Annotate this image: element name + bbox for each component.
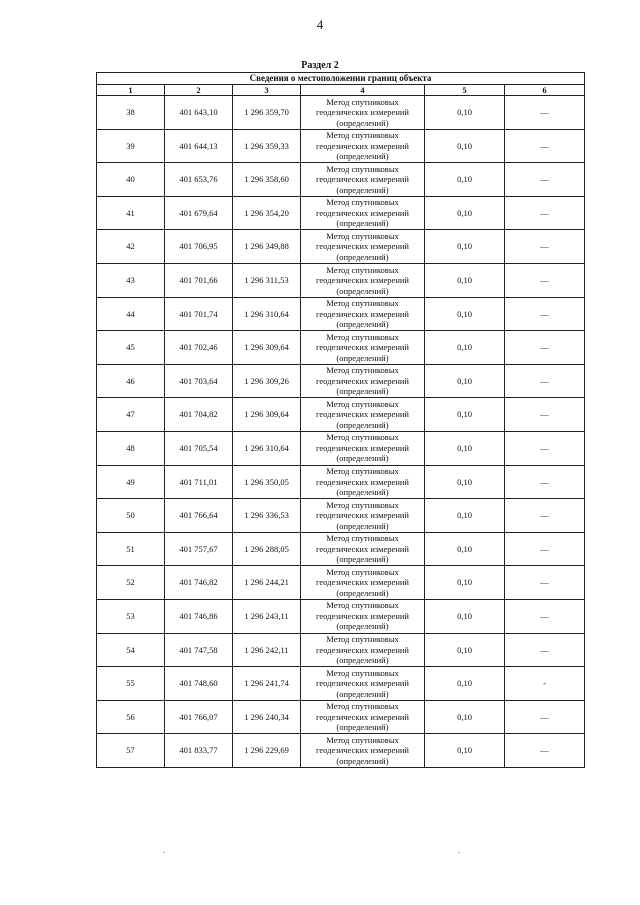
accuracy-cell: 0,10 <box>425 163 505 197</box>
table-row <box>97 364 585 398</box>
y-coordinate-cell: 1 296 240,34 <box>233 700 301 734</box>
method-cell: Метод спутниковых геодезических измерений (определений) <box>301 599 425 633</box>
description-cell: — <box>505 230 585 264</box>
y-coordinate-cell: 1 296 311,53 <box>233 263 301 297</box>
table-row <box>97 431 585 465</box>
table-row <box>97 263 585 297</box>
y-coordinate-cell: 1 296 359,70 <box>233 96 301 130</box>
method-cell: Метод спутниковых геодезических измерений (определений) <box>301 364 425 398</box>
accuracy-cell: 0,10 <box>425 398 505 432</box>
table-header-row <box>97 84 585 96</box>
x-coordinate-cell: 401 653,76 <box>165 163 233 197</box>
method-cell: Метод спутниковых геодезических измерений (определений) <box>301 96 425 130</box>
description-cell: — <box>505 263 585 297</box>
x-coordinate-cell: 401 643,10 <box>165 96 233 130</box>
description-cell: — <box>505 129 585 163</box>
description-cell: — <box>505 331 585 365</box>
point-number-cell: 44 <box>97 297 165 331</box>
point-number-cell: 49 <box>97 465 165 499</box>
method-cell: Метод спутниковых геодезических измерений (определений) <box>301 465 425 499</box>
x-coordinate-cell: 401 711,01 <box>165 465 233 499</box>
point-number-cell: 42 <box>97 230 165 264</box>
accuracy-cell: 0,10 <box>425 431 505 465</box>
method-cell: Метод спутниковых геодезических измерений (определений) <box>301 297 425 331</box>
point-number-cell: 48 <box>97 431 165 465</box>
y-coordinate-cell: 1 296 309,64 <box>233 398 301 432</box>
point-number-cell: 53 <box>97 599 165 633</box>
description-cell: — <box>505 364 585 398</box>
table-row <box>97 163 585 197</box>
table-row <box>97 499 585 533</box>
description-cell: — <box>505 196 585 230</box>
table-row <box>97 331 585 365</box>
point-number-cell: 57 <box>97 734 165 768</box>
y-coordinate-cell: 1 296 359,33 <box>233 129 301 163</box>
point-number-cell: 45 <box>97 331 165 365</box>
method-cell: Метод спутниковых геодезических измерений (определений) <box>301 263 425 297</box>
table-row <box>97 297 585 331</box>
y-coordinate-cell: 1 296 310,64 <box>233 297 301 331</box>
point-number-cell: 50 <box>97 499 165 533</box>
x-coordinate-cell: 401 746,82 <box>165 566 233 600</box>
point-number-cell: 41 <box>97 196 165 230</box>
table-row <box>97 734 585 768</box>
y-coordinate-cell: 1 296 309,26 <box>233 364 301 398</box>
accuracy-cell: 0,10 <box>425 230 505 264</box>
method-cell: Метод спутниковых геодезических измерений (определений) <box>301 633 425 667</box>
description-cell: — <box>505 566 585 600</box>
table-row <box>97 633 585 667</box>
description-cell: — <box>505 599 585 633</box>
description-cell: - <box>505 667 585 701</box>
point-number-cell: 47 <box>97 398 165 432</box>
description-cell: — <box>505 163 585 197</box>
table-row <box>97 566 585 600</box>
x-coordinate-cell: 401 704,82 <box>165 398 233 432</box>
description-cell: — <box>505 96 585 130</box>
accuracy-cell: 0,10 <box>425 734 505 768</box>
point-number-cell: 38 <box>97 96 165 130</box>
x-coordinate-cell: 401 701,74 <box>165 297 233 331</box>
x-coordinate-cell: 401 703,64 <box>165 364 233 398</box>
accuracy-cell: 0,10 <box>425 196 505 230</box>
accuracy-cell: 0,10 <box>425 532 505 566</box>
method-cell: Метод спутниковых геодезических измерений (определений) <box>301 163 425 197</box>
column-header: 4 <box>301 84 425 96</box>
method-cell: Метод спутниковых геодезических измерений (определений) <box>301 532 425 566</box>
description-cell: — <box>505 499 585 533</box>
x-coordinate-cell: 401 833,77 <box>165 734 233 768</box>
description-cell: — <box>505 297 585 331</box>
table-row <box>97 398 585 432</box>
accuracy-cell: 0,10 <box>425 700 505 734</box>
method-cell: Метод спутниковых геодезических измерений (определений) <box>301 566 425 600</box>
table-caption-row <box>97 73 585 85</box>
description-cell: — <box>505 465 585 499</box>
x-coordinate-cell: 401 702,46 <box>165 331 233 365</box>
accuracy-cell: 0,10 <box>425 96 505 130</box>
x-coordinate-cell: 401 747,58 <box>165 633 233 667</box>
column-header: 5 <box>425 84 505 96</box>
y-coordinate-cell: 1 296 241,74 <box>233 667 301 701</box>
point-number-cell: 40 <box>97 163 165 197</box>
page-number: 4 <box>316 17 324 32</box>
point-number-cell: 51 <box>97 532 165 566</box>
x-coordinate-cell: 401 679,64 <box>165 196 233 230</box>
method-cell: Метод спутниковых геодезических измерений (определений) <box>301 431 425 465</box>
description-cell: — <box>505 633 585 667</box>
table-row <box>97 230 585 264</box>
point-number-cell: 55 <box>97 667 165 701</box>
table-row <box>97 667 585 701</box>
y-coordinate-cell: 1 296 349,88 <box>233 230 301 264</box>
point-number-cell: 56 <box>97 700 165 734</box>
x-coordinate-cell: 401 766,64 <box>165 499 233 533</box>
scan-dot: . <box>458 846 460 855</box>
x-coordinate-cell: 401 644,13 <box>165 129 233 163</box>
y-coordinate-cell: 1 296 244,21 <box>233 566 301 600</box>
y-coordinate-cell: 1 296 243,11 <box>233 599 301 633</box>
accuracy-cell: 0,10 <box>425 297 505 331</box>
accuracy-cell: 0,10 <box>425 465 505 499</box>
scan-dot: . <box>163 846 165 855</box>
description-cell: — <box>505 532 585 566</box>
point-number-cell: 54 <box>97 633 165 667</box>
x-coordinate-cell: 401 701,66 <box>165 263 233 297</box>
method-cell: Метод спутниковых геодезических измерений (определений) <box>301 196 425 230</box>
accuracy-cell: 0,10 <box>425 633 505 667</box>
method-cell: Метод спутниковых геодезических измерений (определений) <box>301 129 425 163</box>
accuracy-cell: 0,10 <box>425 364 505 398</box>
y-coordinate-cell: 1 296 354,20 <box>233 196 301 230</box>
table-row <box>97 599 585 633</box>
x-coordinate-cell: 401 766,07 <box>165 700 233 734</box>
accuracy-cell: 0,10 <box>425 129 505 163</box>
y-coordinate-cell: 1 296 310,64 <box>233 431 301 465</box>
table-caption: Сведения о местоположении границ объекта <box>97 73 585 85</box>
accuracy-cell: 0,10 <box>425 667 505 701</box>
accuracy-cell: 0,10 <box>425 599 505 633</box>
method-cell: Метод спутниковых геодезических измерений (определений) <box>301 667 425 701</box>
x-coordinate-cell: 401 706,95 <box>165 230 233 264</box>
method-cell: Метод спутниковых геодезических измерений (определений) <box>301 499 425 533</box>
y-coordinate-cell: 1 296 358,60 <box>233 163 301 197</box>
accuracy-cell: 0,10 <box>425 499 505 533</box>
column-header: 3 <box>233 84 301 96</box>
accuracy-cell: 0,10 <box>425 331 505 365</box>
method-cell: Метод спутниковых геодезических измерений (определений) <box>301 398 425 432</box>
point-number-cell: 52 <box>97 566 165 600</box>
description-cell: — <box>505 431 585 465</box>
method-cell: Метод спутниковых геодезических измерений (определений) <box>301 734 425 768</box>
table-row <box>97 465 585 499</box>
accuracy-cell: 0,10 <box>425 263 505 297</box>
x-coordinate-cell: 401 748,60 <box>165 667 233 701</box>
description-cell: — <box>505 700 585 734</box>
section-title: Раздел 2 <box>301 60 339 71</box>
y-coordinate-cell: 1 296 336,53 <box>233 499 301 533</box>
table-row <box>97 196 585 230</box>
description-cell: — <box>505 398 585 432</box>
point-number-cell: 39 <box>97 129 165 163</box>
table-row <box>97 129 585 163</box>
x-coordinate-cell: 401 746,86 <box>165 599 233 633</box>
y-coordinate-cell: 1 296 309,64 <box>233 331 301 365</box>
point-number-cell: 46 <box>97 364 165 398</box>
y-coordinate-cell: 1 296 229,69 <box>233 734 301 768</box>
method-cell: Метод спутниковых геодезических измерений (определений) <box>301 230 425 264</box>
boundary-coordinates-table <box>96 72 585 768</box>
method-cell: Метод спутниковых геодезических измерений (определений) <box>301 331 425 365</box>
y-coordinate-cell: 1 296 242,11 <box>233 633 301 667</box>
table-row <box>97 700 585 734</box>
accuracy-cell: 0,10 <box>425 566 505 600</box>
column-header: 1 <box>97 84 165 96</box>
description-cell: — <box>505 734 585 768</box>
column-header: 6 <box>505 84 585 96</box>
y-coordinate-cell: 1 296 288,05 <box>233 532 301 566</box>
y-coordinate-cell: 1 296 350,05 <box>233 465 301 499</box>
table-row <box>97 96 585 130</box>
table-row <box>97 532 585 566</box>
column-header: 2 <box>165 84 233 96</box>
method-cell: Метод спутниковых геодезических измерений (определений) <box>301 700 425 734</box>
point-number-cell: 43 <box>97 263 165 297</box>
x-coordinate-cell: 401 757,67 <box>165 532 233 566</box>
x-coordinate-cell: 401 705,54 <box>165 431 233 465</box>
